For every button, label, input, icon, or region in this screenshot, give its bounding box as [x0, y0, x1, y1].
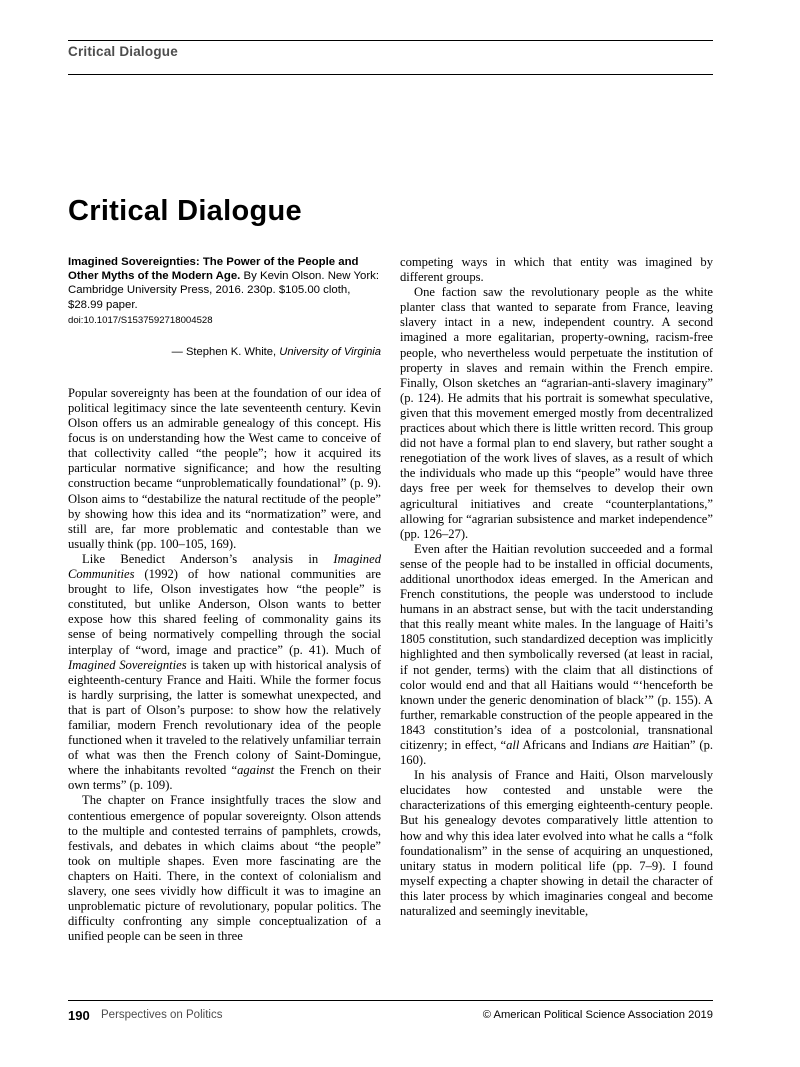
paragraph: competing ways in which that entity was imagined by different groups. — [400, 255, 713, 285]
doi: doi:10.1017/S1537592718004528 — [68, 314, 213, 326]
footer-rule — [68, 1000, 713, 1001]
page-number: 190 — [68, 1008, 90, 1023]
reviewer-institution: University of Virginia — [279, 345, 381, 358]
copyright-notice: © American Political Science Association 2019 — [482, 1009, 713, 1021]
paragraph: One faction saw the revolutionary people as the white planter class that wanted to separate from France, leaving slavery intact in a new, independent country. A second imagined a more egalitarian, property-owning, racism-free people, who nevertheless would perpetuate the institution of property in slaves and remain within the French empire. Finally, Olson sketches an “agrarian-anti-slavery imaginary” (p. 124). He admits that his portrait is somewhat speculative, given that this movement emerged mostly from decentralized practices about which there is little written record. This group did not have a formal plan to end slavery, but rather sought a renegotiation of the work lives of slaves, as a result of which the individuals who made up this “people” would have three days free per week for themselves to develop their own agricultural initiatives and create “counterplantations,” allowing for “agrarian subsistence and market independence” (pp. 126–27). — [400, 285, 713, 541]
top-rule — [68, 40, 713, 41]
reviewer-line — [68, 345, 381, 360]
journal-name: Perspectives on Politics — [101, 1009, 223, 1021]
paragraph: Even after the Haitian revolution succeeded and a formal sense of the people had to be installed in official documents, additional unorthodox ideas emerged. In the American and French constitutions, the people was understood to include humans in an abstract sense, but with the tacit understanding that this really meant white males. In the language of Haiti’s 1805 constitution, such standardized deception was implicitly highlighted and then symbolically reversed (at least in racial, if not gender, terms) with the claim that all distinctions of color would end and that all Haitians would “‘henceforth be known under the generic denomination of black’” (p. 155). A further, remarkable construction of the people appeared in the 1843 constitution’s idea of a postcolonial, transnational citizenry; in effect, “all Africans and Indians are Haitian” (p. 160). — [400, 541, 714, 768]
paragraph: The chapter on France insightfully traces the slow and contentious emergence of popular sovereignty. Olson attends to the multiple and contested terrains of pamphlets, crowds, festivals, and debates in which claims about “the people” took on multiple shapes. Even more fascinating are the chapters on Haiti. There, in the context of colonialism and slavery, one sees vividly how difficult it was to imagine an unproblematic picture of revolutionary, popular politics. The difficulty confronting any simple conceptualization of a unified people can be seen in three — [68, 793, 381, 944]
left-column — [68, 255, 381, 944]
book-meta: By Kevin Olson. New York: Cambridge University Press, 2016. 230p. $105.00 cloth, $28.99 paper. — [68, 270, 379, 311]
paragraph: Like Benedict Anderson’s analysis in Imagined Communities (1992) of how national communities are brought to life, Olson investigates how “the people” is constituted, but unlike Anderson, Olson wants to better expose how this shared feeling of commonality gains its sense of being normatively compelling through the social interplay of “word, image and practice” (p. 41). Much of Imagined Sovereignties is taken up with historical analysis of eighteenth-century France and Haiti. While the former focus is hardly surprising, the latter is somewhat unexpected, and that is part of Olson’s purpose: to show how the relatively familiar, modern French revolutionary idea of the people functioned when it traveled to the relatively unfamiliar terrain of what was then the French colony of Saint-Domingue, where the inhabitants revolted “against the French on their own terms” (p. 109). — [68, 551, 382, 793]
paragraph: Popular sovereignty has been at the foundation of our idea of political legitimacy since the late seventeenth century. Kevin Olson offers us an admirable genealogy of this concept. His focus is on understanding how the West came to conceive of that collectivity called “the people”; how it acquired its particular normative significance; and how the resulting construction became “unproblematically foundational” (p. 9). Olson aims to “destabilize the natural rectitude of the people” by showing how this idea and its “normatization” were, and still are, far more problematic and contestable than we usually think (pp. 100–105, 169). — [68, 385, 381, 551]
reviewer-name: — Stephen K. White, — [171, 345, 280, 358]
right-column — [400, 255, 713, 919]
running-head-rule — [68, 74, 713, 75]
paragraph: In his analysis of France and Haiti, Olson marvelously elucidates how contested and unstable were the characterizations of this emerging eighteenth-century people. But his genealogy devotes comparatively little attention to how and why this idea later evolved into what he calls a “folk foundationalism” in the sense of acquiring an unquestioned, unitary status in modern political life (pp. 7–9). I found myself expecting a chapter showing in detail the character of this later process by which imaginaries congeal and become naturalized and seemingly inevitable, — [400, 768, 713, 919]
book-citation — [68, 255, 381, 312]
running-head: Critical Dialogue — [68, 44, 178, 59]
book-title: Imagined Sovereignties: The Power of the People and Other Myths of the Modern Age. — [68, 256, 359, 283]
page-title: Critical Dialogue — [68, 195, 302, 228]
